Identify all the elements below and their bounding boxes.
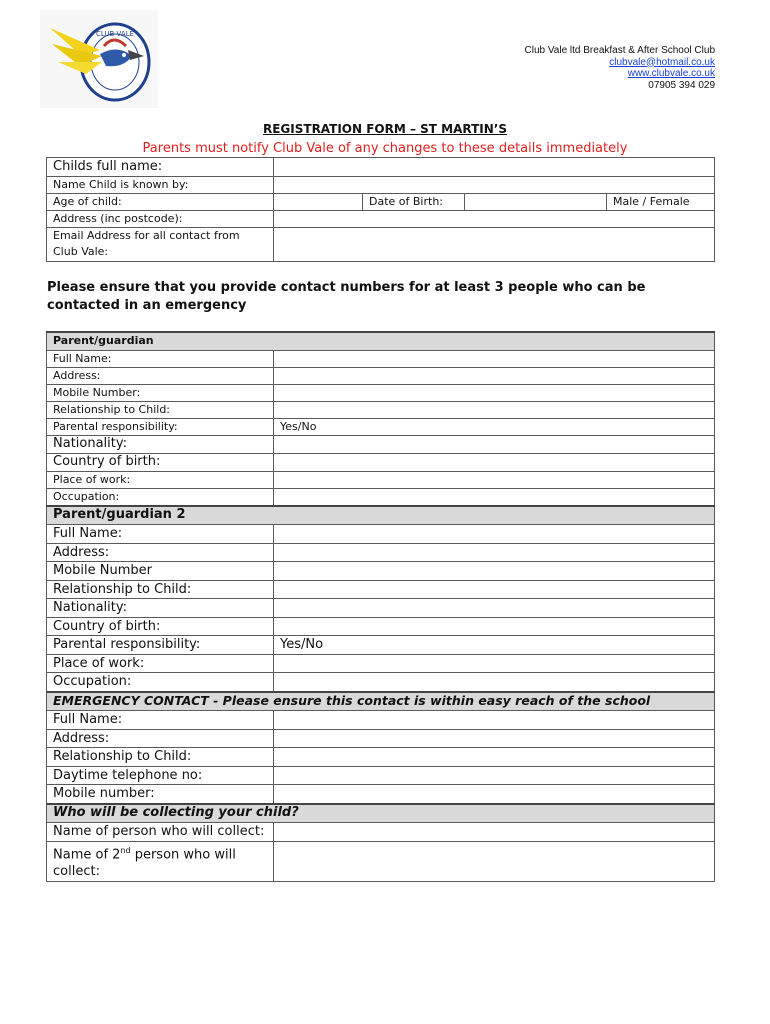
dob-field[interactable] bbox=[465, 194, 607, 211]
collector2-prefix: Name of 2 bbox=[53, 846, 121, 862]
g2-row-label: Country of birth: bbox=[47, 617, 274, 636]
address-field[interactable] bbox=[274, 211, 715, 228]
child-full-name-label: Childs full name: bbox=[47, 158, 274, 177]
g2-mobile-field[interactable] bbox=[274, 562, 715, 581]
emergency-notice: Please ensure that you provide contact numbers for at least 3 people who can be contacted in an emergency bbox=[47, 280, 646, 313]
g2-work-field[interactable] bbox=[274, 654, 715, 673]
collector1-label: Name of person who will collect: bbox=[47, 823, 274, 842]
collector1-field[interactable] bbox=[274, 823, 715, 842]
known-by-field[interactable] bbox=[274, 177, 715, 194]
collector2-label bbox=[47, 841, 274, 881]
child-details-table bbox=[46, 157, 715, 262]
g1-parental-responsibility-field[interactable]: Yes/No bbox=[274, 418, 715, 435]
g1-country-field[interactable] bbox=[274, 453, 715, 471]
g1-row-label: Address: bbox=[47, 367, 274, 384]
child-full-name-field[interactable] bbox=[274, 158, 715, 177]
collecting-heading: Who will be collecting your child? bbox=[47, 804, 715, 823]
em-row-label: Full Name: bbox=[47, 711, 274, 730]
em-address-field[interactable] bbox=[274, 729, 715, 748]
g1-address-field[interactable] bbox=[274, 367, 715, 384]
sex-field[interactable]: Male / Female bbox=[607, 194, 715, 211]
em-row-label: Daytime telephone no: bbox=[47, 766, 274, 785]
address-label: Address (inc postcode): bbox=[47, 211, 274, 228]
email-label-line-1: Email Address for all contact from bbox=[53, 229, 240, 242]
email-field[interactable] bbox=[274, 228, 715, 262]
email-label bbox=[47, 228, 274, 262]
g2-relationship-field[interactable] bbox=[274, 580, 715, 599]
g2-row-label: Nationality: bbox=[47, 599, 274, 618]
collector2-field[interactable] bbox=[274, 841, 715, 881]
g1-row-label: Mobile Number: bbox=[47, 384, 274, 401]
g2-row-label: Parental responsibility: bbox=[47, 636, 274, 655]
collector2-line2: collect: bbox=[53, 864, 100, 880]
g2-row-label: Mobile Number bbox=[47, 562, 274, 581]
phone-number: 07905 394 029 bbox=[648, 79, 715, 91]
g2-row-label: Relationship to Child: bbox=[47, 580, 274, 599]
g1-row-label: Nationality: bbox=[47, 435, 274, 453]
g2-full-name-field[interactable] bbox=[274, 525, 715, 544]
g2-row-label: Full Name: bbox=[47, 525, 274, 544]
em-relationship-field[interactable] bbox=[274, 748, 715, 767]
g2-row-label: Occupation: bbox=[47, 673, 274, 692]
g1-nationality-field[interactable] bbox=[274, 435, 715, 453]
club-vale-logo bbox=[40, 10, 158, 108]
collector2-sup: nd bbox=[120, 845, 131, 855]
g1-occupation-field[interactable] bbox=[274, 488, 715, 506]
form-subtitle: Parents must notify Club Vale of any changes to these details immediately bbox=[142, 141, 628, 156]
g2-occupation-field[interactable] bbox=[274, 673, 715, 692]
known-by-label: Name Child is known by: bbox=[47, 177, 274, 194]
age-field[interactable] bbox=[274, 194, 363, 211]
contacts-table bbox=[46, 331, 715, 882]
emergency-heading: EMERGENCY CONTACT - Please ensure this contact is within easy reach of the school bbox=[47, 692, 715, 711]
g1-row-label: Country of birth: bbox=[47, 453, 274, 471]
g2-row-label: Place of work: bbox=[47, 654, 274, 673]
g1-full-name-field[interactable] bbox=[274, 350, 715, 367]
g1-work-field[interactable] bbox=[274, 471, 715, 488]
website-link[interactable]: www.clubvale.co.uk bbox=[627, 68, 715, 79]
form-title: REGISTRATION FORM – ST MARTIN’S bbox=[262, 122, 507, 136]
email-label-line-2: Club Vale: bbox=[53, 245, 109, 258]
logo-text: CLUB VALE bbox=[95, 30, 135, 38]
em-row-label: Address: bbox=[47, 729, 274, 748]
age-label: Age of child: bbox=[47, 194, 274, 211]
g1-relationship-field[interactable] bbox=[274, 401, 715, 418]
em-mobile-field[interactable] bbox=[274, 785, 715, 804]
g1-row-label: Full Name: bbox=[47, 350, 274, 367]
em-full-name-field[interactable] bbox=[274, 711, 715, 730]
guardian2-heading: Parent/guardian 2 bbox=[47, 506, 715, 525]
em-row-label: Relationship to Child: bbox=[47, 748, 274, 767]
collector2-suffix: person who will bbox=[130, 846, 236, 862]
em-row-label: Mobile number: bbox=[47, 785, 274, 804]
g1-row-label: Parental responsibility: bbox=[47, 418, 274, 435]
g2-address-field[interactable] bbox=[274, 543, 715, 562]
org-name: Club Vale ltd Breakfast & After School Club bbox=[524, 45, 715, 56]
g2-country-field[interactable] bbox=[274, 617, 715, 636]
g1-row-label: Occupation: bbox=[47, 488, 274, 506]
g2-row-label: Address: bbox=[47, 543, 274, 562]
email-link[interactable]: clubvale@hotmail.co.uk bbox=[609, 56, 715, 68]
g1-row-label: Relationship to Child: bbox=[47, 401, 274, 418]
dob-label: Date of Birth: bbox=[363, 194, 465, 211]
em-daytime-phone-field[interactable] bbox=[274, 766, 715, 785]
guardian1-heading: Parent/guardian bbox=[47, 332, 715, 350]
contact-block bbox=[525, 45, 715, 91]
g2-parental-responsibility-field[interactable]: Yes/No bbox=[274, 636, 715, 655]
g1-row-label: Place of work: bbox=[47, 471, 274, 488]
g1-mobile-field[interactable] bbox=[274, 384, 715, 401]
g2-nationality-field[interactable] bbox=[274, 599, 715, 618]
